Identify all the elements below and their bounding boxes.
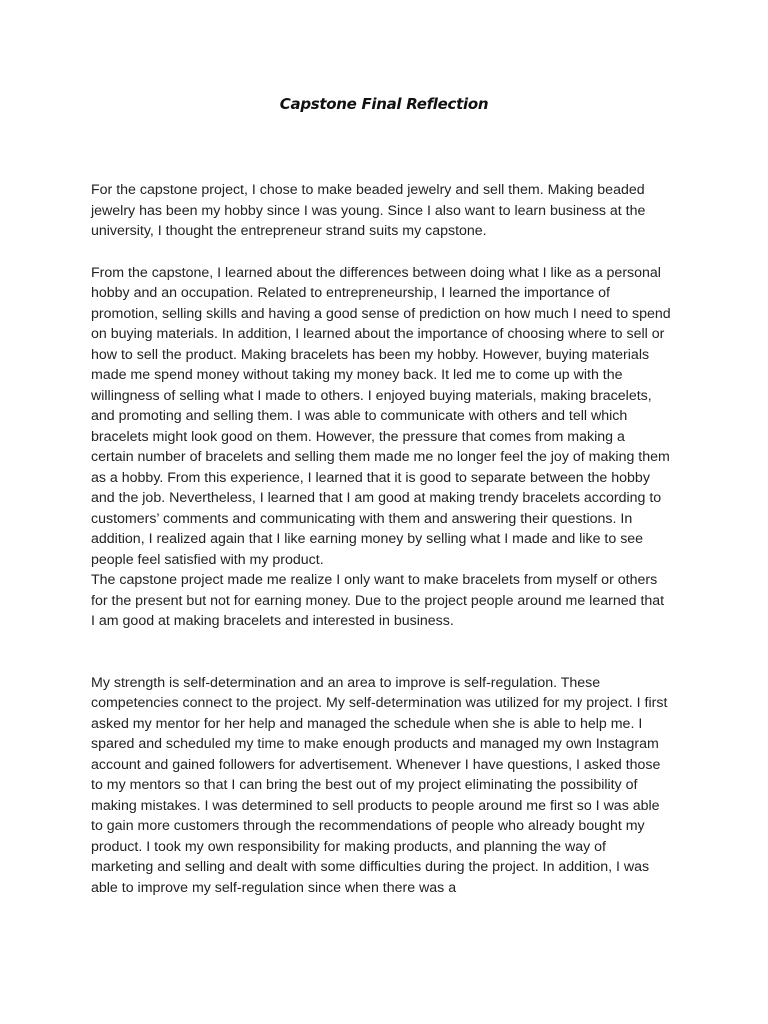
paragraph-spacer bbox=[91, 632, 671, 673]
paragraph-spacer bbox=[91, 242, 671, 263]
paragraph-realization: The capstone project made me realize I only want to make bracelets from myself or others for the present but not for earning money. Due to the project people around me learned that I am good at making bracelets and interested in business. bbox=[91, 572, 665, 629]
document-title: Capstone Final Reflection bbox=[279, 95, 489, 113]
paragraph-project-intro: For the capstone project, I chose to make beaded jewelry and sell them. Making beaded jewelry has been my hobby since I was young. Since I also want to learn business at the university, I thought the entrepreneur strand suits my capstone. bbox=[91, 182, 646, 239]
paragraph-learnings: From the capstone, I learned about the differences between doing what I like as a personal hobby and an occupation. Related to entrepreneurship, I learned the importance of promotion, selling skills and having a good sense of prediction on how much I need to spend on buying materials. In addition, I learned about the importance of choosing where to sell or how to sell the product. Making bracelets has been my hobby. However, buying materials made me spend money without taking my money back. It led me to come up with the willingness of selling what I made to others. I enjoyed buying materials, making bracelets, and promoting and selling them. I was able to communicate with others and tell which bracelets might look good on them. However, the pressure that comes from making a certain number of bracelets and selling them made me no longer feel the joy of making them as a hobby. From this experience, I learned that it is good to separate between the hobby and the job. Nevertheless, I learned that I am good at making trendy bracelets according to customers’ comments and communicating with them and answering their questions. In addition, I realized again that I like earning money by selling what I made and like to see people feel satisfied with my product. bbox=[91, 264, 671, 568]
document-body bbox=[91, 180, 671, 898]
paragraph-strengths: My strength is self-determination and an area to improve is self-regulation. These competencies connect to the project. My self-determination was utilized for my project. I first asked my mentor for her help and managed the schedule when she is able to help me. I spared and scheduled my time to make enough products and managed my own Instagram account and gained followers for advertisement. Whenever I have questions, I asked those to my mentors so that I can bring the best out of my project eliminating the possibility of making mistakes. I was determined to sell products to people around me first so I was able to gain more customers through the recommendations of people who already bought my product. I took my own responsibility for making products, and planning the way of marketing and selling and dealt with some difficulties during the project. In addition, I was able to improve my self-regulation since when there was a bbox=[91, 674, 668, 896]
